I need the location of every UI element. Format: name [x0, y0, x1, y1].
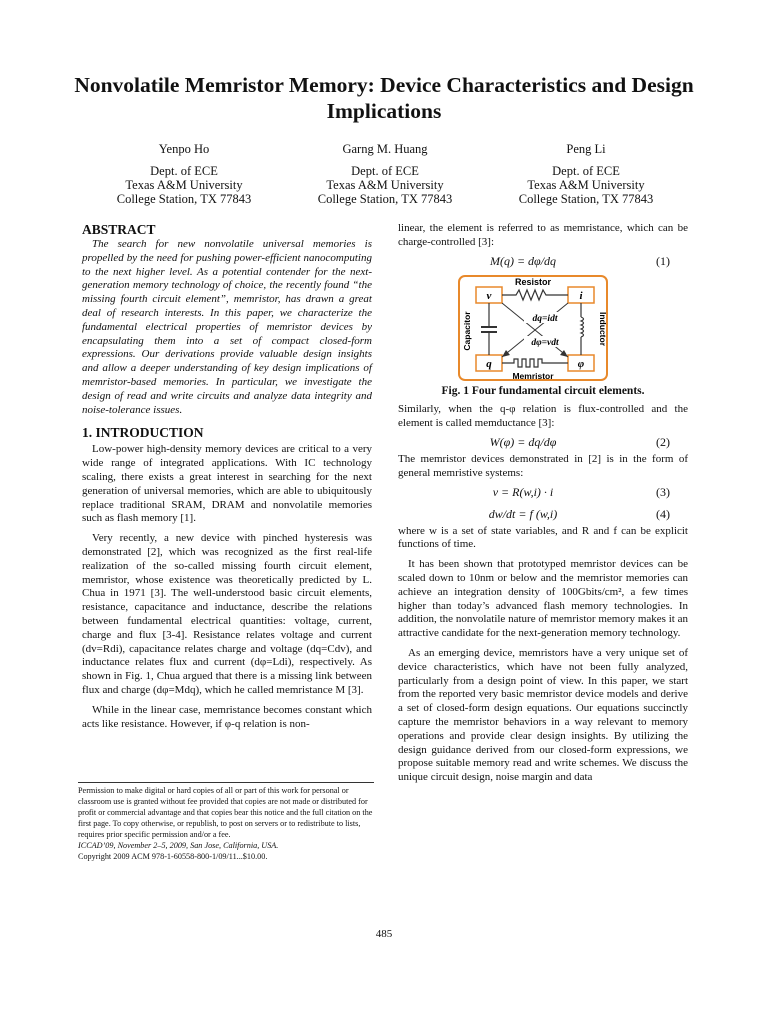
paper-title: Nonvolatile Memristor Memory: Device Characteristics and Design Implications: [74, 73, 694, 123]
equation-2-number: (2): [656, 434, 670, 449]
capacitor-label: Capacitor: [462, 310, 472, 351]
four-elements-figure: [458, 275, 608, 381]
right-paragraph-4: where w is a set of state variables, and R and f can be explicit functions of time.: [398, 524, 688, 551]
intro-paragraph-1: Low-power high-density memory devices are critical to a very wide range of integrated applications. With IC technology scaling, there exists a great interest in searching for the next generation of universal memories, which are able to ubiquitously replace traditional SRAM, DRAM and nonvolatile memories such as flash memory [1].: [82, 443, 372, 525]
author-univ: Texas A&M University: [527, 178, 645, 192]
conference-line: ICCAD’09, November 2–5, 2009, San Jose, California, USA.: [78, 841, 279, 850]
abstract-text: The search for new nonvolatile universal memories is propelled by the need for pushing power-efficient nanocomputing to the next higher level. As a potential contender for the next-generation memory technology of choice, the recently found “the missing fourth circuit element”, memristor, has drawn a great deal of research interests. In this paper, we characterize the fundamental electrical properties of memristor devices by encapsulating them into a set of compact closed-form expressions. Our derivations provide valuable design insights and allow a deeper understanding of key design implications of memristor-based memories. In particular, we investigate the design of read and write circuits and analyze data integrity and noise-tolerance issues.: [82, 238, 372, 416]
resistor-label: Resistor: [514, 276, 552, 287]
author-city: College Station, TX 77843: [116, 192, 252, 206]
author-name: Yenpo Ho: [158, 142, 210, 156]
author-block-2: [285, 142, 485, 206]
author-city: College Station, TX 77843: [317, 192, 453, 206]
dq-label: dq=idt: [532, 313, 558, 324]
equation-4-body: dw/dt = f (w,i): [488, 506, 558, 521]
right-column: [398, 222, 688, 785]
equation-3-number: (3): [656, 484, 670, 499]
right-paragraph-5: It has been shown that prototyped memristor devices can be scaled down to 10nm or below and the memristor memories can achieve an integration density of 100Gbits/cm², a few times higher than today’s advanced flash memory technologies. In addition, the nonvolatile nature of memristor memory makes it an attractive candidate for the next-generation memory technology.: [398, 558, 688, 640]
equation-3-body: v = R(w,i) · i: [492, 484, 554, 499]
author-dept: Dept. of ECE: [150, 164, 218, 178]
author-dept: Dept. of ECE: [552, 164, 620, 178]
equation-4: [398, 503, 688, 525]
author-city: College Station, TX 77843: [518, 192, 654, 206]
q-node-label: q: [486, 357, 492, 370]
author-univ: Texas A&M University: [125, 178, 243, 192]
page-number: 485: [375, 928, 393, 940]
author-block-3: [486, 142, 686, 206]
right-paragraph-3: The memristor devices demonstrated in [2] is in the form of general memristive systems:: [398, 452, 688, 479]
dphi-label: dφ=vdt: [531, 337, 559, 348]
inductor-label: Inductor: [598, 311, 608, 346]
equation-1-number: (1): [656, 253, 670, 268]
intro-paragraph-2: Very recently, a new device with pinched hysteresis was demonstrated [2], which was recognized as the first real-life realization of the so-called missing fourth circuit element, memristor, whose existence was theoretically predicted by L. Chua in 1971 [3]. The well-understood basic circuit elements, resistance, capacitance and inductance, describe the relations between fundamental electrical quantities: voltage, current, charge and flux [3-4]. Resistance relates voltage and current (dv=Rdi), capacitance relates charge and voltage (dq=Cdv), and inductance relates flux and current (dφ=Ldi), respectively. As shown in Fig. 1, Chua argued that there is a missing link between flux and charge (dφ=Mdq), which he called memristance M [3].: [82, 532, 372, 696]
equation-2-body: W(φ) = dq/dφ: [489, 434, 557, 449]
equation-4-number: (4): [656, 506, 670, 521]
equation-1-body: M(q) = dφ/dq: [489, 253, 557, 268]
author-univ: Texas A&M University: [326, 178, 444, 192]
right-paragraph-1: linear, the element is referred to as memristance, which can be charge-controlled [3]:: [398, 222, 688, 248]
right-paragraph-6: As an emerging device, memristors have a very unique set of device characteristics, which have not been fully analyzed, particularly from a design point of view. In this paper, we start from the reported very basic memristor device models and derive a set of closed-form design equations. Our equations succinctly capture the memristor behaviors in a way relevant to memory operations and provide clear design insights. By utilizing the design guidance derived from our closed-form expressions, we propose suitable memory read and write schemes. We discuss the unique circuit design, noise margin and data: [398, 646, 688, 784]
figure-caption: Fig. 1 Four fundamental circuit elements.: [441, 384, 645, 397]
i-node-label: i: [579, 289, 583, 302]
v-node-label: v: [486, 289, 492, 302]
phi-node-label: φ: [577, 357, 585, 370]
author-name: Garng M. Huang: [342, 142, 428, 156]
left-column: [82, 222, 372, 731]
memristor-label: Memristor: [512, 370, 554, 381]
author-dept: Dept. of ECE: [351, 164, 419, 178]
right-paragraph-2: Similarly, when the q-φ relation is flux-controlled and the element is called memductance [3]:: [398, 403, 688, 430]
equation-1: [398, 250, 688, 272]
permission-footnote: [78, 782, 374, 862]
abstract-heading: ABSTRACT: [82, 222, 156, 237]
equation-3: [398, 481, 688, 503]
author-block-1: [84, 142, 284, 206]
author-name: Peng Li: [566, 142, 606, 156]
equation-2: [398, 431, 688, 453]
copyright-line: Copyright 2009 ACM 978-1-60558-800-1/09/11...$10.00.: [78, 852, 268, 861]
permission-text: Permission to make digital or hard copies of all or part of this work for personal or classroom use is granted without fee provided that copies are not made or distributed for profit or commercial advantage and that copies bear this notice and the full citation on the first page. To copy otherwise, or republish, to post on servers or to redistribute to lists, requires prior specific permission and/or a fee.: [78, 786, 373, 839]
intro-heading: 1. INTRODUCTION: [82, 425, 204, 441]
intro-paragraph-3: While in the linear case, memristance becomes constant which acts like resistance. However, if φ-q relation is non-: [82, 703, 372, 730]
